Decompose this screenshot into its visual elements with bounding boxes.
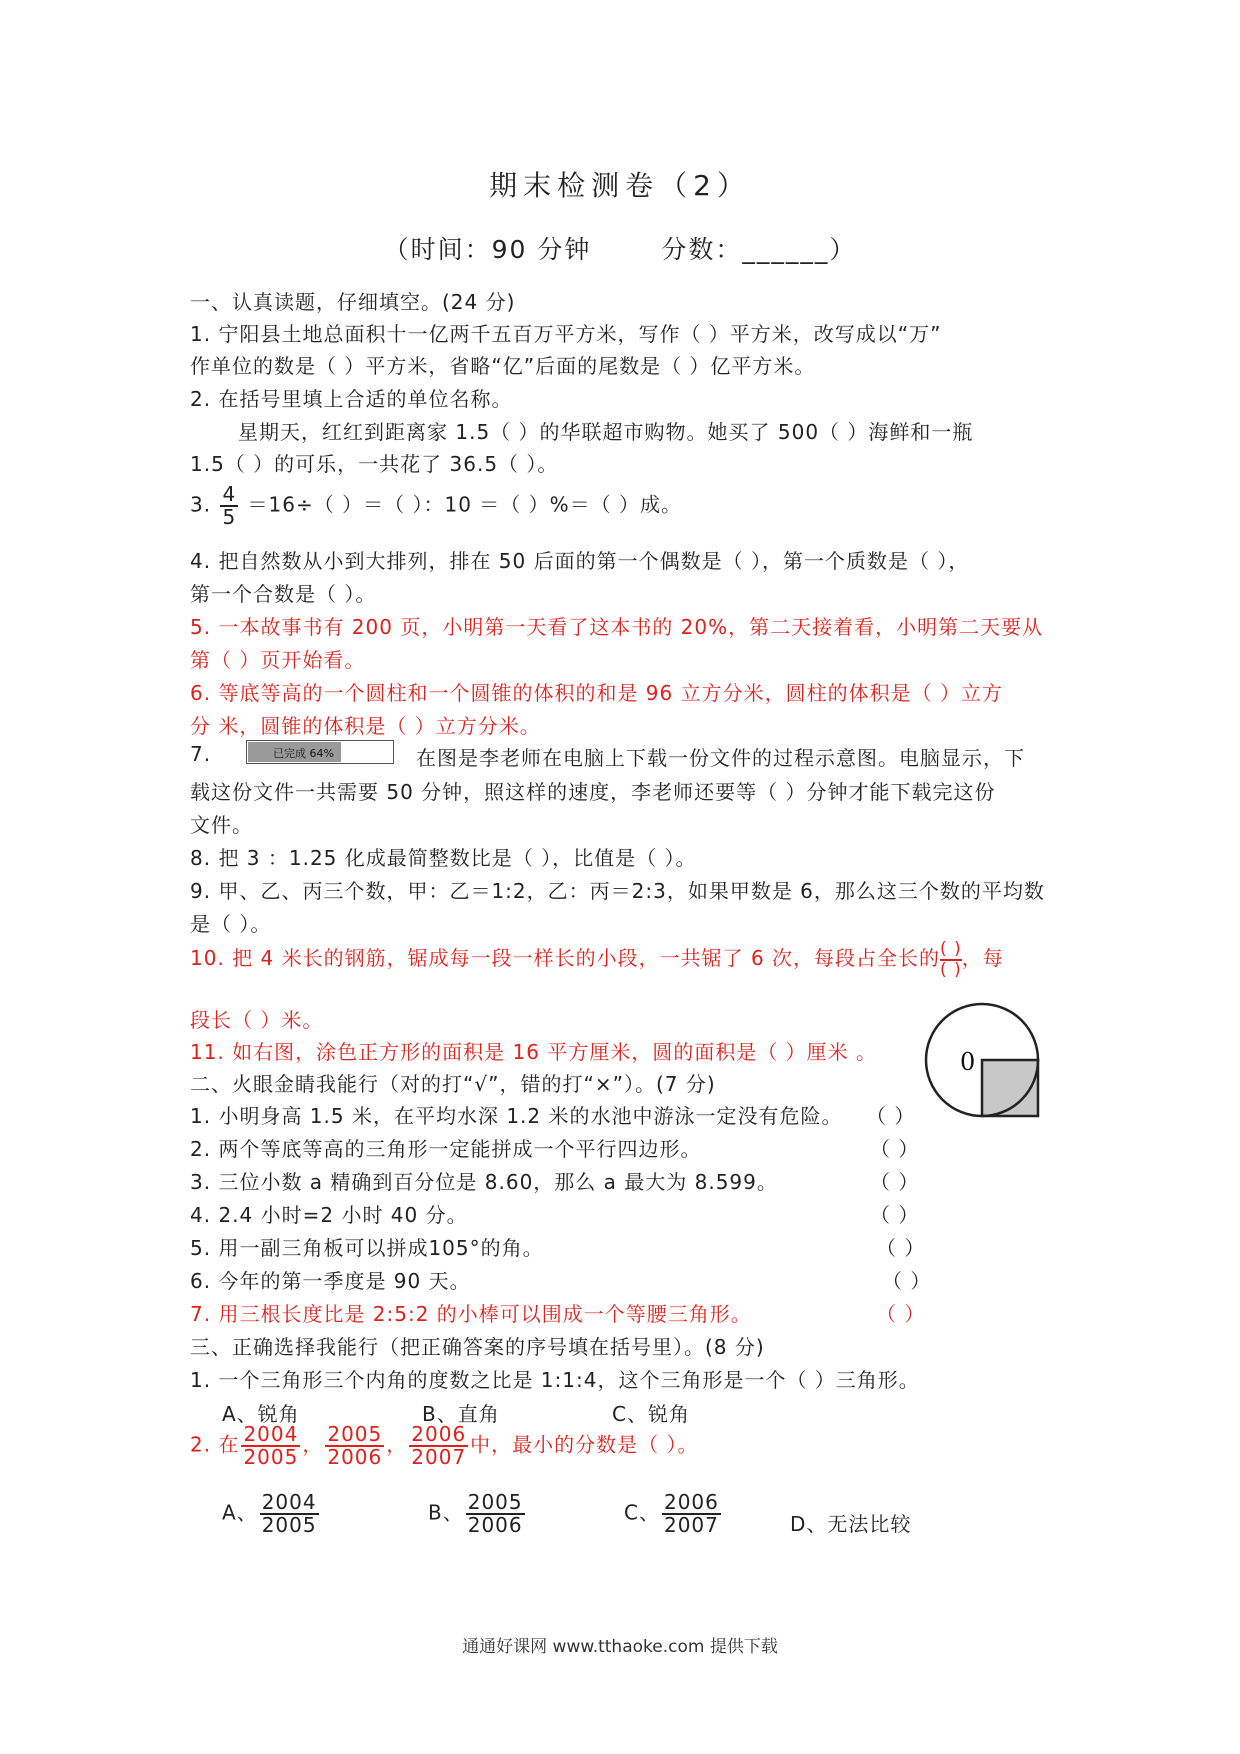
judge-item-6: 6. 今年的第一季度是 90 天。 xyxy=(190,1269,471,1293)
q2-line1: 星期天，红红到距离家 1.5（ ）的华联超市购物。她买了 500（ ）海鲜和一瓶 xyxy=(238,420,974,444)
q2-fraction-3-denominator: 2007 xyxy=(411,1445,467,1469)
q2-fraction-3 xyxy=(409,1424,468,1468)
option-a-fraction xyxy=(260,1492,319,1536)
judge-paren-7: （ ） xyxy=(876,1302,926,1326)
q10-line2: 段长（ ）米。 xyxy=(190,1008,324,1032)
q11-line: 11. 如右图，涂色正方形的面积是 16 平方厘米，圆的面积是（ ）厘米 。 xyxy=(190,1040,878,1064)
judge-paren-2: （ ） xyxy=(870,1137,920,1161)
option-b-numerator: 2005 xyxy=(467,1490,523,1514)
q2-line: 2. 在括号里填上合适的单位名称。 xyxy=(190,387,513,411)
score-label: 分数：______） xyxy=(661,235,857,264)
page-title: 期末检测卷（2） xyxy=(489,169,751,202)
q6-line1: 6. 等底等高的一个圆柱和一个圆锥的体积的和是 96 立方分米，圆柱的体积是（ ）立方 xyxy=(190,681,1003,705)
q5-line1: 5. 一本故事书有 200 页，小明第一天看了这本书的 20%，第二天接着看，小明第二天要从 xyxy=(190,615,1044,639)
judge-item-2: 2. 两个等底等高的三角形一定能拼成一个平行四边形。 xyxy=(190,1137,702,1161)
q3-rest: ＝16÷（ ）＝（ ）：10 ＝（ ）%＝（ ）成。 xyxy=(247,492,682,517)
choice-q2-option-b xyxy=(428,1492,527,1536)
q9-line2: 是（ ）。 xyxy=(190,912,272,936)
q5-line2: 第（ ）页开始看。 xyxy=(190,648,366,672)
choice-q2-suffix: 中，最小的分数是（ ）。 xyxy=(470,1432,699,1457)
judge-item-4: 4. 2.4 小时=2 小时 40 分。 xyxy=(190,1203,468,1227)
option-b-label: B、 xyxy=(428,1500,464,1525)
choice-q1: 1. 一个三角形三个内角的度数之比是 1:1:4，这个三角形是一个（ ）三角形。 xyxy=(190,1368,920,1392)
footer-credit: 通通好课网 www.tthaoke.com 提供下载 xyxy=(462,1637,778,1657)
q7-line1: 在图是李老师在电脑上下载一份文件的过程示意图。电脑显示，下 xyxy=(416,746,1025,770)
option-a-denominator: 2005 xyxy=(261,1513,317,1537)
progress-label: 已完成 64% xyxy=(273,747,334,760)
option-a-numerator: 2004 xyxy=(261,1490,317,1514)
choice-q1-option-a: A、锐角 xyxy=(222,1402,300,1426)
circle-square-figure xyxy=(922,1000,1042,1120)
option-a-label: A、 xyxy=(222,1500,258,1525)
q7-line3: 文件。 xyxy=(190,813,253,837)
q2-separator-2: ， xyxy=(386,1432,408,1457)
option-c-denominator: 2007 xyxy=(663,1513,719,1537)
q2-fraction-3-numerator: 2006 xyxy=(411,1422,467,1446)
judge-paren-6: （ ） xyxy=(882,1269,932,1293)
q10-blank-numerator: ( ) xyxy=(940,939,962,959)
choice-q2-option-a xyxy=(222,1492,321,1536)
time-label: （时间：90 分钟 xyxy=(383,235,592,264)
download-progress-bar xyxy=(246,740,394,764)
q2-fraction-1-denominator: 2005 xyxy=(243,1445,299,1469)
q10-blank-denominator: ( ) xyxy=(940,959,962,980)
q10-tail: ，每 xyxy=(961,946,1004,971)
choice-q2-line xyxy=(190,1424,699,1468)
choice-q1-option-b: B、直角 xyxy=(422,1402,500,1426)
section3-heading: 三、正确选择我能行（把正确答案的序号填在括号里）。(8 分) xyxy=(190,1335,765,1359)
q3-numerator: 4 xyxy=(222,482,237,506)
judge-item-3: 3. 三位小数 a 精确到百分位是 8.60，那么 a 最大为 8.599。 xyxy=(190,1170,778,1194)
q3-prefix: 3. xyxy=(190,492,212,517)
section1-heading: 一、认真读题，仔细填空。(24 分) xyxy=(190,290,516,314)
q7-prefix: 7. xyxy=(190,742,212,766)
q7-line2: 载这份文件一共需要 50 分钟，照这样的速度，李老师还要等（ ）分钟才能下载完这份 xyxy=(190,780,996,804)
q10-blank-fraction xyxy=(940,940,962,979)
q9-line1: 9. 甲、乙、丙三个数，甲：乙＝1:2，乙：丙＝2:3，如果甲数是 6，那么这三个数的平均数 xyxy=(190,879,1045,903)
choice-q2-option-c xyxy=(624,1492,723,1536)
q8-line: 8. 把 3 ：1.25 化成最简整数比是（ ），比值是（ ）。 xyxy=(190,846,697,870)
choice-q1-option-c: C、锐角 xyxy=(612,1402,690,1426)
q3-fraction xyxy=(220,484,238,528)
q1-line1: 1. 宁阳县土地总面积十一亿两千五百万平方米，写作（ ）平方米，改写成以“万” xyxy=(190,322,942,346)
q2-line2: 1.5（ ）的可乐，一共花了 36.5（ ）。 xyxy=(190,452,559,476)
q2-fraction-2-numerator: 2005 xyxy=(327,1422,383,1446)
q10-text: 10. 把 4 米长的钢筋，锯成每一段一样长的小段，一共锯了 6 次，每段占全长的 xyxy=(190,946,941,971)
q2-fraction-1-numerator: 2004 xyxy=(243,1422,299,1446)
section2-heading: 二、火眼金睛我能行（对的打“√”，错的打“×”）。(7 分) xyxy=(190,1072,716,1096)
center-label: 0 xyxy=(960,1048,976,1076)
q2-fraction-2-denominator: 2006 xyxy=(327,1445,383,1469)
choice-q2-option-d: D、无法比较 xyxy=(790,1512,912,1536)
q10-line1 xyxy=(190,940,1004,979)
q2-separator-1: ， xyxy=(302,1432,324,1457)
q1-line2: 作单位的数是（ ）平方米，省略“亿”后面的尾数是（ ）亿平方米。 xyxy=(190,354,816,378)
q3-line xyxy=(190,484,682,528)
q4-line1: 4. 把自然数从小到大排列，排在 50 后面的第一个偶数是（ ），第一个质数是（ ）， xyxy=(190,549,970,573)
option-c-numerator: 2006 xyxy=(663,1490,719,1514)
q4-line2: 第一个合数是（ ）。 xyxy=(190,582,377,606)
option-c-fraction xyxy=(662,1492,721,1536)
option-b-fraction xyxy=(466,1492,525,1536)
q3-denominator: 5 xyxy=(222,505,237,529)
q6-line2: 分 米，圆锥的体积是（ ）立方分米。 xyxy=(190,714,541,738)
judge-paren-3: （ ） xyxy=(870,1170,920,1194)
judge-paren-5: （ ） xyxy=(876,1236,926,1260)
judge-paren-1: （ ） xyxy=(866,1104,916,1128)
judge-paren-4: （ ） xyxy=(870,1203,920,1227)
option-b-denominator: 2006 xyxy=(467,1513,523,1537)
judge-item-5: 5. 用一副三角板可以拼成105°的角。 xyxy=(190,1236,544,1260)
q2-fraction-2 xyxy=(325,1424,384,1468)
q2-fraction-1 xyxy=(241,1424,300,1468)
judge-item-7: 7. 用三根长度比是 2:5:2 的小棒可以围成一个等腰三角形。 xyxy=(190,1302,752,1326)
page-subtitle xyxy=(0,230,1240,266)
choice-q2-prefix: 2. 在 xyxy=(190,1432,240,1457)
judge-item-1: 1. 小明身高 1.5 米，在平均水深 1.2 米的水池中游泳一定没有危险。 xyxy=(190,1104,843,1128)
option-c-label: C、 xyxy=(624,1500,660,1525)
